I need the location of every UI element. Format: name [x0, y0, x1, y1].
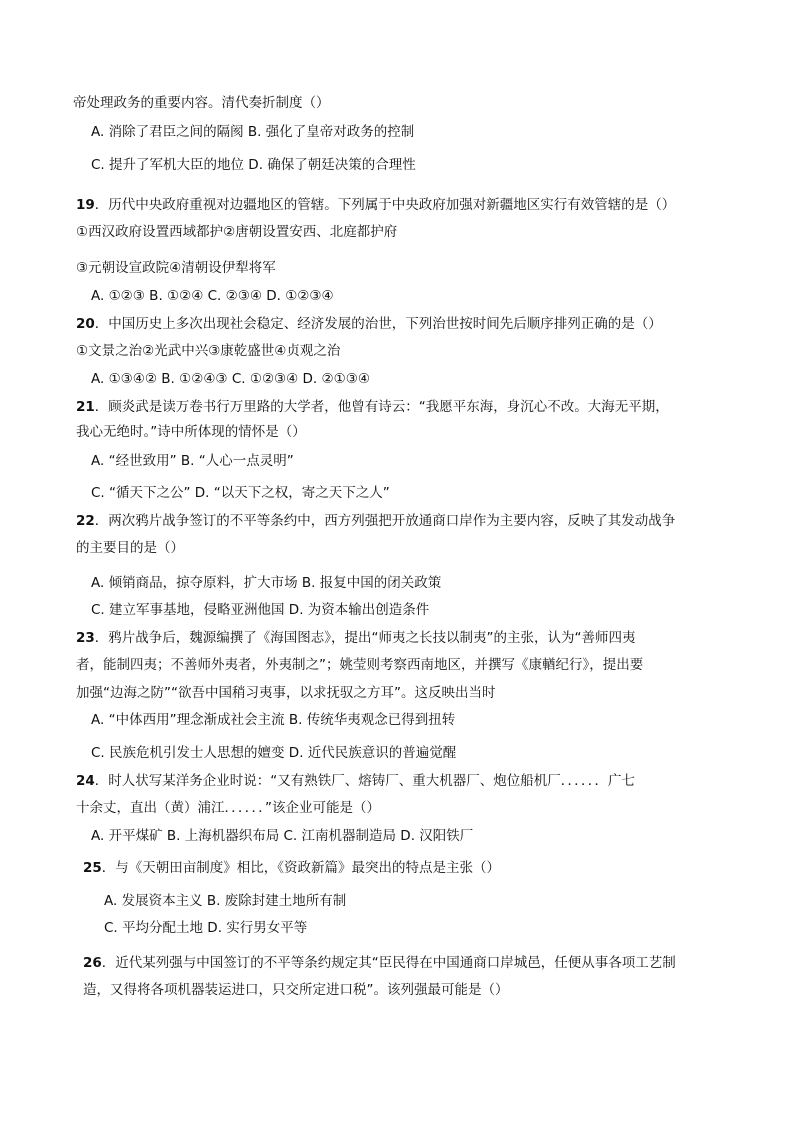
question-22-options-cd: C. 建立军事基地，侵略亚洲他国 D. 为资本输出创造条件 [91, 602, 430, 618]
question-25-stem: 25．与《天朝田亩制度》相比，《资政新篇》最突出的特点是主张（） [83, 860, 501, 876]
question-25-options-ab: A. 发展资本主义 B. 废除封建土地所有制 [104, 893, 347, 909]
question-21-options-ab: A. “经世致用” B. “人心一点灵明” [91, 453, 294, 469]
question-23-options-cd: C. 民族危机引发士人思想的嬗变 D. 近代民族意识的普遍觉醒 [91, 745, 457, 761]
question-23-stem: 23．鸦片战争后，魏源编撰了《海国图志》，提出“师夷之长技以制夷”的主张，认为“善师四夷 [76, 630, 636, 646]
question-19-options: A. ①②③ B. ①②④ C. ②③④ D. ①②③④ [91, 288, 334, 304]
question-19-statements-1: ①西汉政府设置西域都护②唐朝设置安西、北庭都护府 [76, 224, 398, 240]
question-21-stem: 21．顾炎武是读万卷书行万里路的大学者，他曾有诗云：“我愿平东海，身沉心不改。大海无平期， [76, 399, 669, 415]
question-number: 23 [76, 630, 95, 646]
question-22-stem-2: 的主要目的是（） [76, 540, 184, 556]
question-23-stem-3: 加强“边海之防”“欲吾中国稍习夷事，以求抚驭之方耳”。这反映出当时 [76, 685, 496, 701]
question-22-stem: 22．两次鸦片战争签订的不平等条约中，西方列强把开放通商口岸作为主要内容，反映了其发动战争 [76, 513, 676, 529]
question-21-options-cd: C. “循天下之公” D. “以天下之权，寄之天下之人” [91, 485, 390, 501]
question-20-stem: 20．中国历史上多次出现社会稳定、经济发展的治世，下列治世按时间先后顺序排列正确的是（） [76, 316, 662, 332]
question-26-stem: 26．近代某列强与中国签订的不平等条约规定其“臣民得在中国通商口岸城邑，任便从事各项工艺制 [83, 955, 676, 971]
question-20-options: A. ①③④② B. ①②④③ C. ①②③④ D. ②①③④ [91, 371, 370, 387]
question-20-statements: ①文景之治②光武中兴③康乾盛世④贞观之治 [76, 343, 341, 359]
question-number: 22 [76, 513, 95, 529]
question-number: 24 [76, 773, 95, 789]
question-24-stem: 24．时人状写某洋务企业时说：“又有熟铁厂、熔铸厂、重大机器厂、炮位船机厂．．．．．．广七 [76, 773, 636, 789]
question-19-statements-2: ③元朝设宣政院④清朝设伊犁将军 [76, 260, 276, 276]
question-21-stem-2: 我心无绝时。”诗中所体现的情怀是（） [76, 424, 306, 440]
question-24-options: A. 开平煤矿 B. 上海机器织布局 C. 江南机器制造局 D. 汉阳铁厂 [91, 828, 474, 844]
question-number: 19 [76, 197, 95, 213]
question-23-options-ab: A. “中体西用”理念渐成社会主流 B. 传统华夷观念已得到扭转 [91, 712, 456, 728]
question-number: 20 [76, 316, 95, 332]
question-24-stem-2: 十余丈，直出（黄）浦江．．．．．．”该企业可能是（） [76, 800, 380, 816]
question-18-stem-tail: 帝处理政务的重要内容。清代奏折制度（） [73, 95, 330, 111]
question-25-options-cd: C. 平均分配土地 D. 实行男女平等 [104, 920, 308, 936]
question-number: 21 [76, 399, 95, 415]
question-18-options-ab: A. 消除了君臣之间的隔阂 B. 强化了皇帝对政务的控制 [91, 124, 415, 140]
question-26-stem-2: 造，又得将各项机器装运进口，只交所定进口税”。该列强最可能是（） [83, 982, 509, 998]
question-number: 26 [83, 955, 102, 971]
question-22-options-ab: A. 倾销商品，掠夺原料，扩大市场 B. 报复中国的闭关政策 [91, 575, 442, 591]
question-23-stem-2: 者，能制四夷；不善师外夷者，外夷制之”；姚莹则考察西南地区，并撰写《康輶纪行》，提出要 [76, 657, 644, 673]
question-18-options-cd: C. 提升了军机大臣的地位 D. 确保了朝廷决策的合理性 [91, 157, 416, 173]
question-19-stem: 19．历代中央政府重视对边疆地区的管辖。下列属于中央政府加强对新疆地区实行有效管辖的是（） [76, 197, 676, 213]
question-number: 25 [83, 860, 102, 876]
